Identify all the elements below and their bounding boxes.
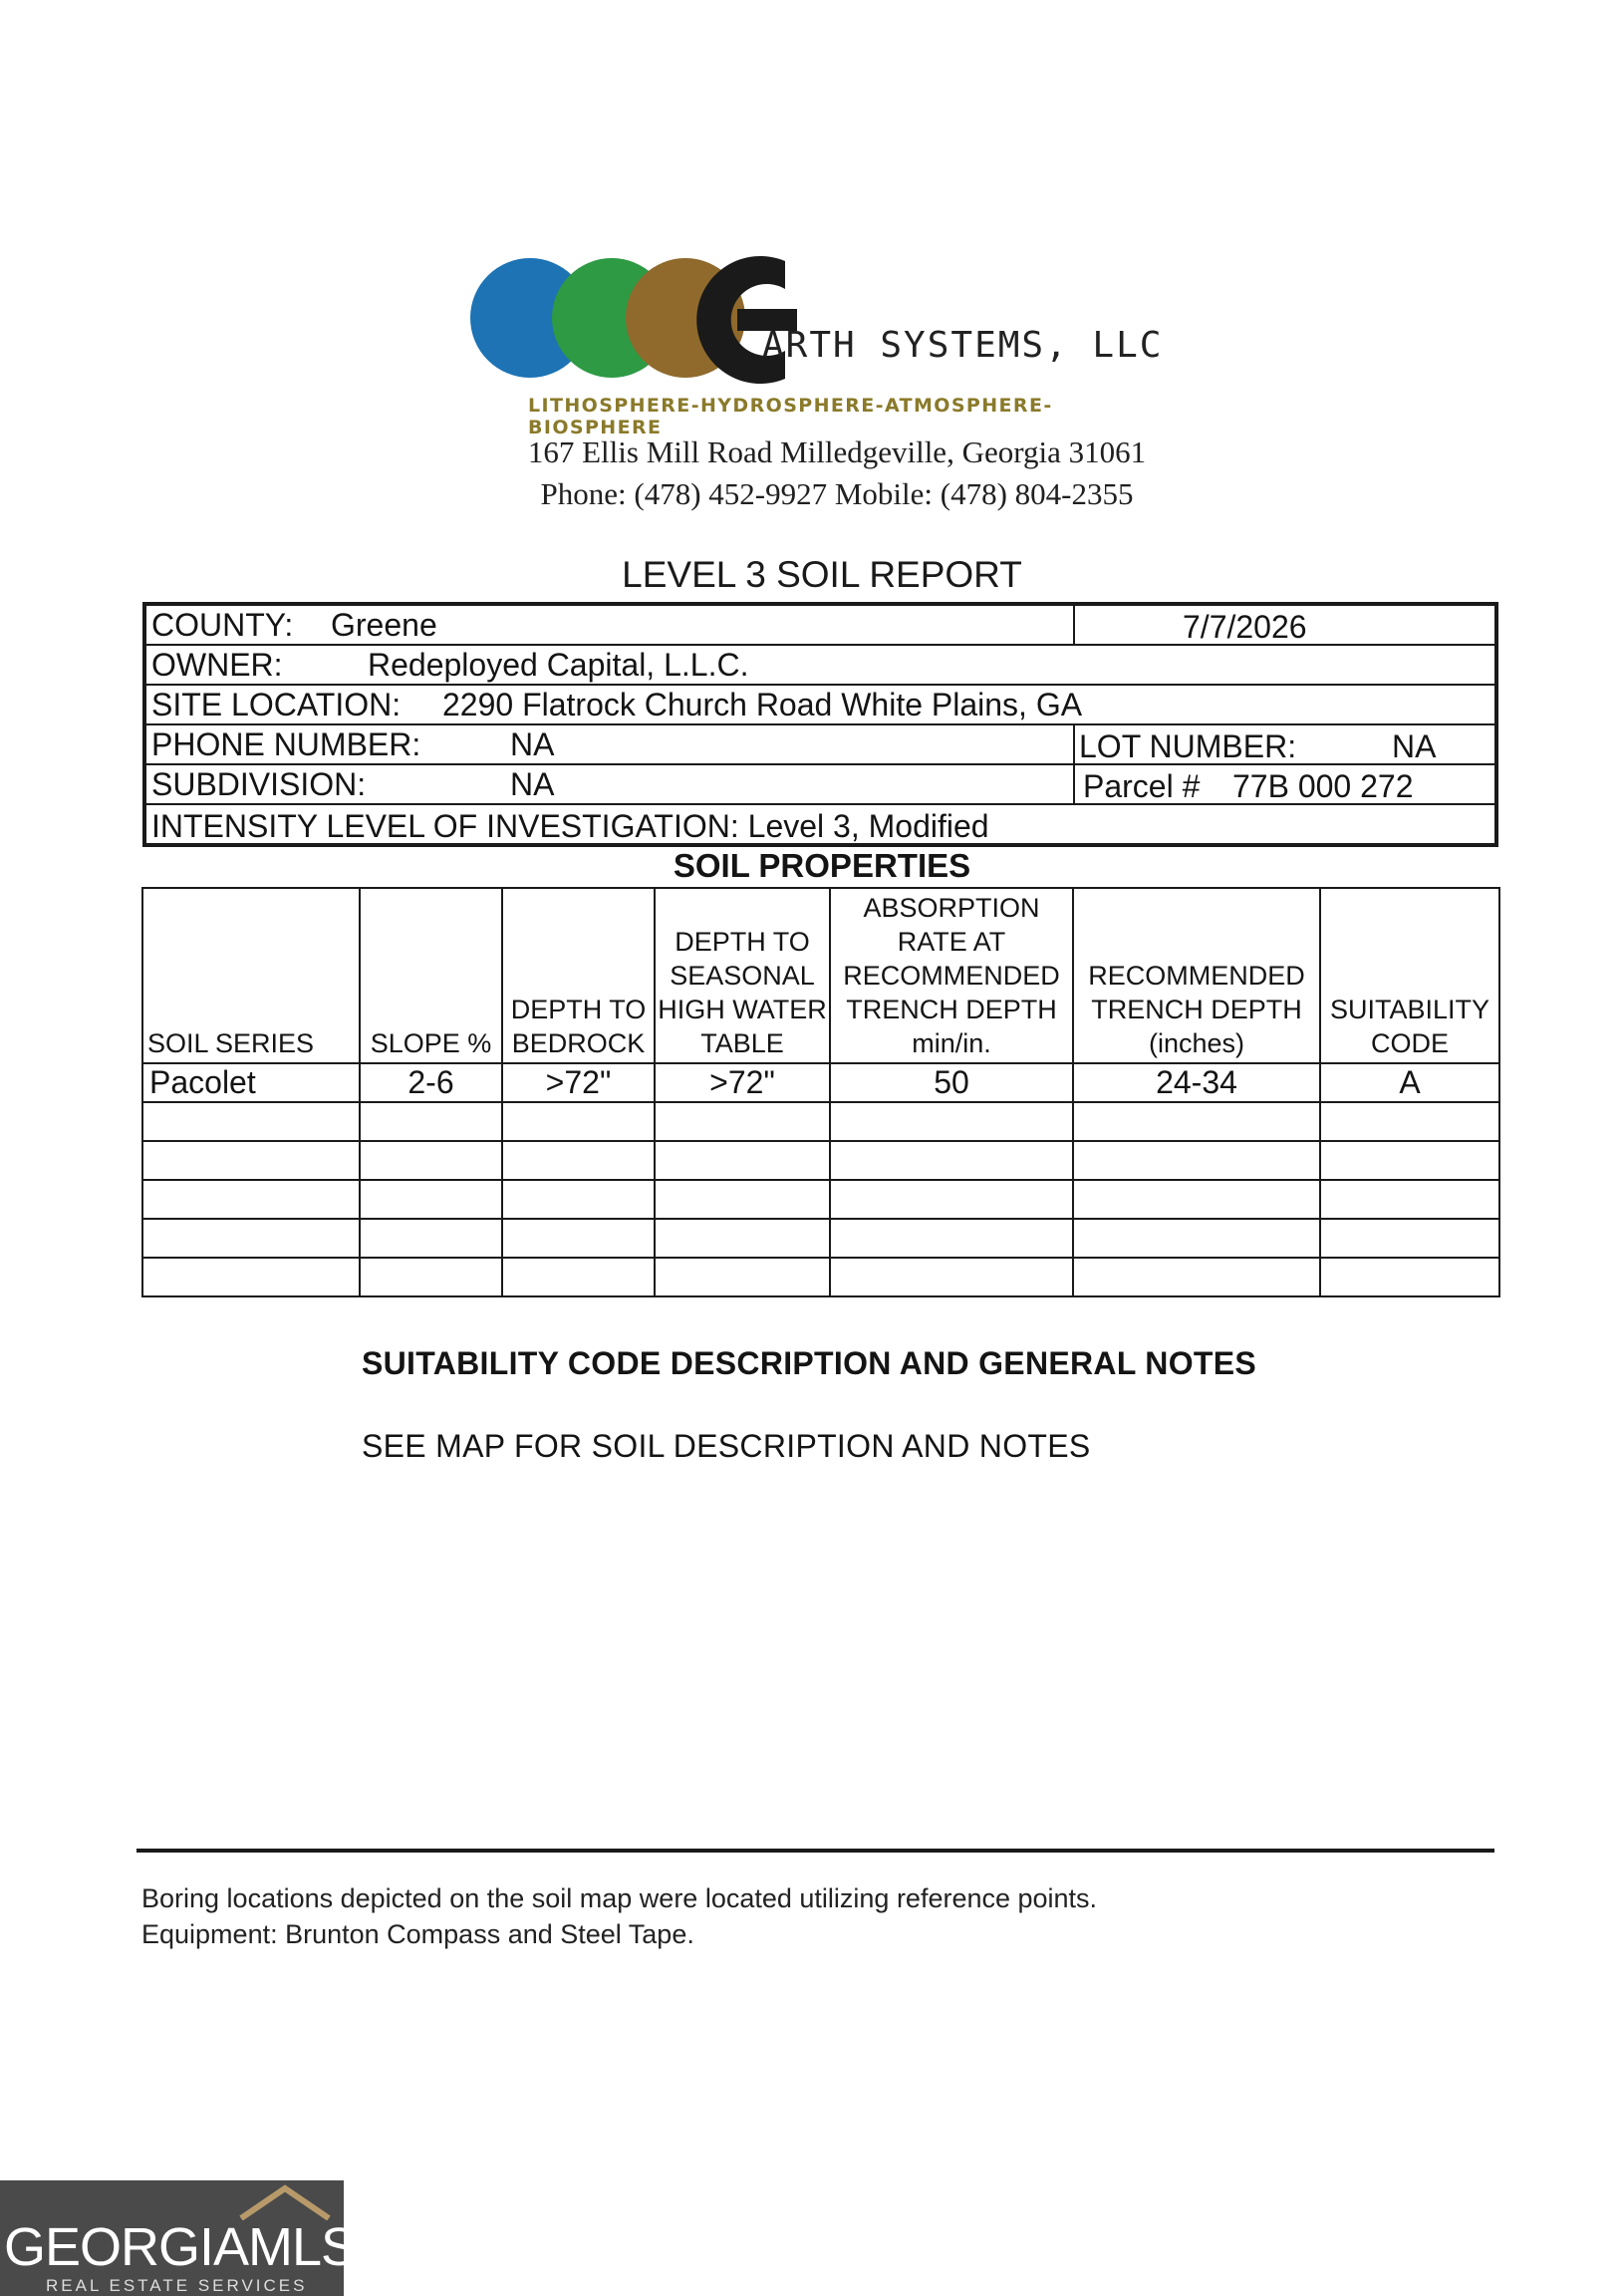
table-row — [142, 1063, 1499, 1102]
footer-line-2: Equipment: Brunton Compass and Steel Tape. — [141, 1919, 694, 1949]
table-cell — [142, 1141, 360, 1180]
table-cell: A — [1320, 1063, 1499, 1102]
table-cell — [502, 1219, 655, 1258]
table-cell — [830, 1141, 1073, 1180]
lot-value: NA — [1392, 728, 1437, 764]
column-header: SUITABILITY CODE — [1320, 888, 1499, 1063]
company-name: ARTH SYSTEMS, LLC — [762, 325, 1164, 366]
parcel-label: Parcel # — [1083, 768, 1201, 804]
table-row — [142, 1141, 1499, 1180]
table-header-row — [142, 888, 1499, 1063]
report-title: LEVEL 3 SOIL REPORT — [622, 554, 1022, 595]
table-row — [142, 1102, 1499, 1141]
report-date: 7/7/2026 — [1183, 609, 1307, 645]
table-cell — [655, 1219, 830, 1258]
company-tagline: LITHOSPHERE-HYDROSPHERE-ATMOSPHERE-BIOSPHERE — [528, 395, 1053, 438]
table-cell — [502, 1180, 655, 1219]
table-cell — [1320, 1102, 1499, 1141]
notes-body: SEE MAP FOR SOIL DESCRIPTION AND NOTES — [362, 1428, 1091, 1464]
table-cell — [502, 1141, 655, 1180]
table-cell — [1073, 1219, 1320, 1258]
column-header: ABSORPTION RATE AT RECOMMENDED TRENCH DEPTH min/in. — [830, 888, 1073, 1063]
table-cell — [360, 1102, 502, 1141]
subdivision-row — [146, 765, 1494, 805]
column-header: SLOPE % — [360, 888, 502, 1063]
table-cell — [655, 1180, 830, 1219]
roof-icon — [235, 2180, 335, 2220]
owner-value: Redeployed Capital, L.L.C. — [368, 647, 749, 683]
footer-line-1: Boring locations depicted on the soil map were located utilizing reference points. — [141, 1883, 1098, 1913]
table-cell — [142, 1258, 360, 1296]
site-value: 2290 Flatrock Church Road White Plains, GA — [442, 687, 1083, 722]
table-cell — [502, 1258, 655, 1296]
table-cell — [1320, 1258, 1499, 1296]
county-row — [146, 606, 1494, 646]
phone-value: NA — [510, 726, 555, 762]
divider — [1073, 765, 1075, 803]
table-cell — [830, 1180, 1073, 1219]
table-cell: >72" — [502, 1063, 655, 1102]
report-header-box — [142, 602, 1498, 847]
subdivision-label: SUBDIVISION: — [151, 766, 367, 802]
phone-label: PHONE NUMBER: — [151, 726, 421, 762]
table-cell: >72" — [655, 1063, 830, 1102]
table-cell — [360, 1258, 502, 1296]
column-header: DEPTH TO BEDROCK — [502, 888, 655, 1063]
company-phone: Phone: (478) 452-9927 Mobile: (478) 804-2355 — [540, 476, 1134, 511]
county-label: COUNTY: — [151, 607, 294, 643]
footer-rule — [136, 1849, 1494, 1853]
owner-row — [146, 646, 1494, 686]
column-header: RECOMMENDED TRENCH DEPTH (inches) — [1073, 888, 1320, 1063]
table-cell — [830, 1219, 1073, 1258]
table-row — [142, 1180, 1499, 1219]
table-cell — [655, 1141, 830, 1180]
intensity-row — [146, 805, 1494, 847]
table-cell — [142, 1102, 360, 1141]
table-cell — [655, 1102, 830, 1141]
watermark-sub: REAL ESTATE SERVICES — [46, 2276, 308, 2295]
column-header: DEPTH TO SEASONAL HIGH WATER TABLE — [655, 888, 830, 1063]
column-header: SOIL SERIES — [142, 888, 360, 1063]
site-label: SITE LOCATION: — [151, 687, 402, 722]
table-cell — [142, 1180, 360, 1219]
county-value: Greene — [331, 607, 437, 643]
table-cell: Pacolet — [142, 1063, 360, 1102]
table-row — [142, 1219, 1499, 1258]
table-cell — [360, 1219, 502, 1258]
soil-properties-table — [141, 887, 1500, 1297]
lot-label: LOT NUMBER: — [1079, 728, 1297, 764]
table-cell: 50 — [830, 1063, 1073, 1102]
table-cell: 2-6 — [360, 1063, 502, 1102]
divider — [1073, 725, 1075, 763]
table-cell — [1073, 1102, 1320, 1141]
table-cell — [502, 1102, 655, 1141]
table-row — [142, 1258, 1499, 1296]
table-cell — [142, 1219, 360, 1258]
table-cell — [360, 1141, 502, 1180]
table-cell — [830, 1258, 1073, 1296]
divider — [1073, 606, 1075, 644]
table-cell — [1320, 1141, 1499, 1180]
table-cell: 24-34 — [1073, 1063, 1320, 1102]
phone-row — [146, 725, 1494, 765]
table-cell — [1320, 1180, 1499, 1219]
table-cell — [655, 1258, 830, 1296]
table-cell — [360, 1180, 502, 1219]
owner-label: OWNER: — [151, 647, 283, 683]
company-address: 167 Ellis Mill Road Milledgeville, Georgia 31061 — [527, 434, 1147, 469]
subdivision-value: NA — [510, 766, 555, 802]
georgia-mls-watermark — [0, 2180, 357, 2296]
table-cell — [1073, 1180, 1320, 1219]
table-cell — [1320, 1219, 1499, 1258]
table-cell — [1073, 1141, 1320, 1180]
parcel-value: 77B 000 272 — [1232, 768, 1414, 804]
site-location-row — [146, 686, 1494, 725]
intensity-level: INTENSITY LEVEL OF INVESTIGATION: Level 3, Modified — [151, 808, 989, 844]
notes-title: SUITABILITY CODE DESCRIPTION AND GENERAL NOTES — [362, 1345, 1257, 1381]
watermark-main: GEORGIAMLS — [4, 2217, 357, 2277]
table-cell — [1073, 1258, 1320, 1296]
soil-properties-title: SOIL PROPERTIES — [673, 847, 971, 884]
table-cell — [830, 1102, 1073, 1141]
